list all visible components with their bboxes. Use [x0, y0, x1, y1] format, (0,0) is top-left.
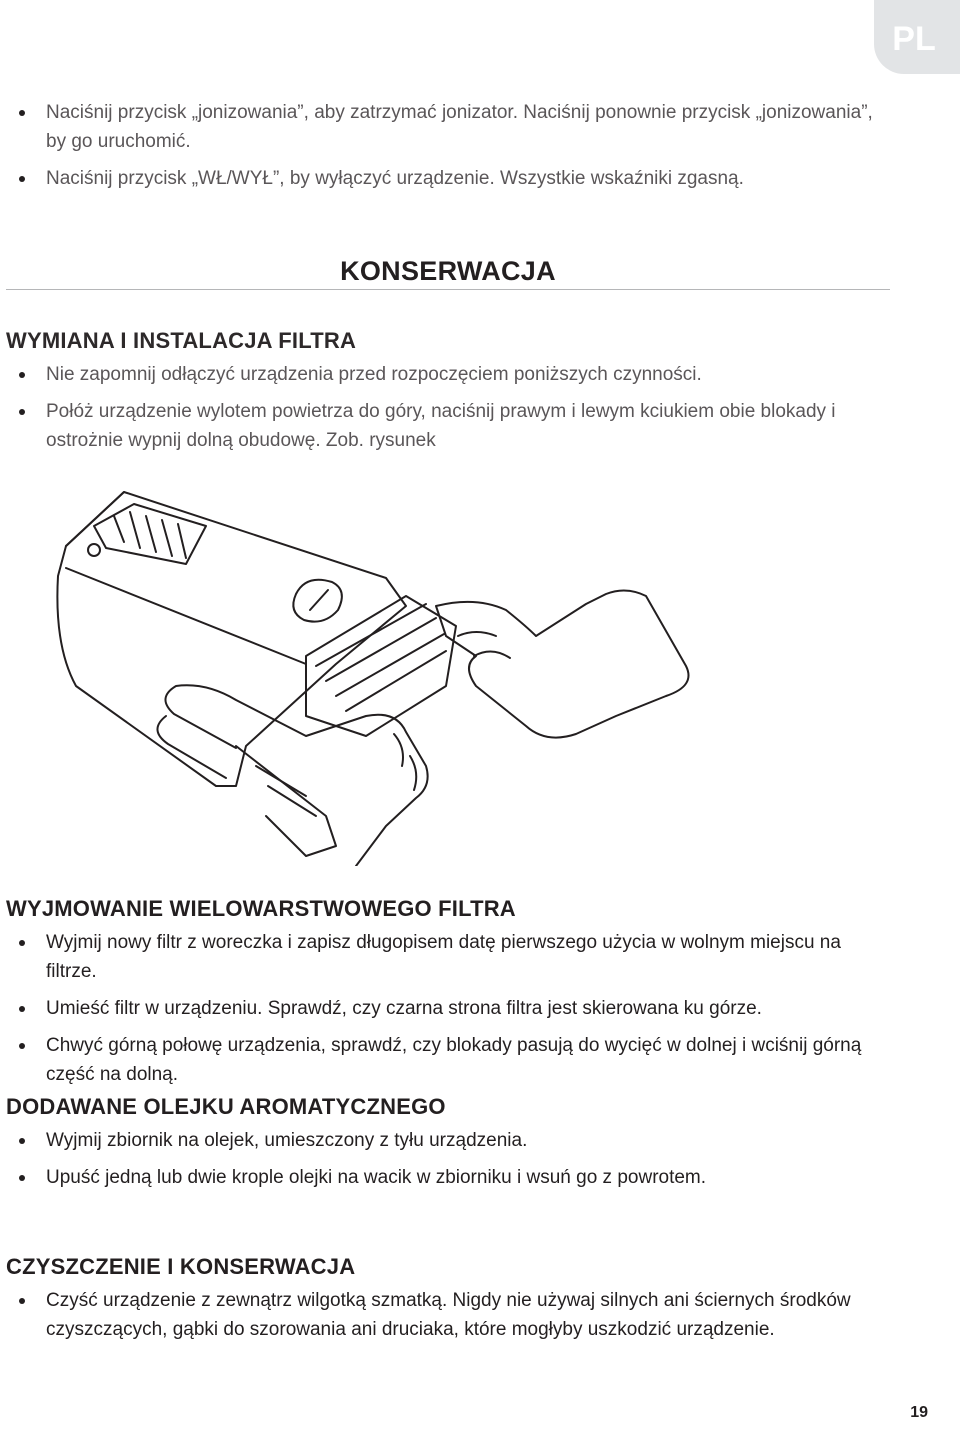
list-item: Naciśnij przycisk „WŁ/WYŁ”, by wyłączyć urządzenie. Wszystkie wskaźniki zgasną.: [6, 164, 896, 193]
oil-bullet-list: [6, 1126, 896, 1192]
main-heading: KONSERWACJA: [6, 256, 890, 290]
left-hand: [157, 685, 427, 866]
list-item: Naciśnij przycisk „jonizowania”, aby zatrzymać jonizator. Naciśnij ponownie przycisk „jonizowania”, by go uruchomić.: [6, 98, 896, 156]
section-title: DODAWANE OLEJKU AROMATYCZNEGO: [6, 1094, 446, 1119]
right-hand: [436, 590, 689, 737]
list-item: Upuść jedną lub dwie krople olejki na wacik w zbiorniku i wsuń go z powrotem.: [6, 1163, 896, 1192]
top-bullet-list: [6, 98, 896, 193]
multilayer-bullet-list: [6, 928, 896, 1089]
list-item: Chwyć górną połowę urządzenia, sprawdź, czy blokady pasują do wycięć w dolnej i wciśnij górną część na dolną.: [6, 1031, 896, 1089]
illustration-svg: [6, 486, 896, 866]
filter-section: [6, 328, 896, 463]
language-tab: PL: [874, 0, 960, 74]
aroma-oil-section: [6, 1094, 896, 1200]
list-item: Nie zapomnij odłączyć urządzenia przed rozpoczęciem poniższych czynności.: [6, 360, 896, 389]
list-item: Umieść filtr w urządzeniu. Sprawdź, czy czarna strona filtra jest skierowana ku górze.: [6, 994, 896, 1023]
cleaning-section: [6, 1254, 896, 1352]
page-number: 19: [910, 1404, 928, 1421]
indicator-circle: [88, 544, 100, 556]
section-title: CZYSZCZENIE I KONSERWACJA: [6, 1254, 356, 1279]
device-body: [57, 492, 406, 786]
filter-bullet-list: [6, 360, 896, 455]
list-item: Czyść urządzenie z zewnątrz wilgotką szmatką. Nigdy nie używaj silnych ani ściernych środków czyszczących, gąbki do szorowania ani druciaka, które mogłyby uszkodzić urządzenie.: [6, 1286, 896, 1344]
list-item: Wyjmij nowy filtr z woreczka i zapisz długopisem datę pierwszego użycia w wolnym miejscu na filtrze.: [6, 928, 896, 986]
list-item: Wyjmij zbiornik na olejek, umieszczony z tyłu urządzenia.: [6, 1126, 896, 1155]
section-title: WYMIANA I INSTALACJA FILTRA: [6, 328, 357, 353]
list-item: Połóż urządzenie wylotem powietrza do góry, naciśnij prawym i lewym kciukiem obie blokady i ostrożnie wypnij dolną obudowę. Zob. rysunek: [6, 397, 896, 455]
device-side-line: [66, 568, 306, 664]
top-instructions: [6, 98, 896, 201]
section-title: WYJMOWANIE WIELOWARSTWOWEGO FILTRA: [6, 896, 516, 921]
multilayer-filter-section: [6, 896, 896, 1097]
filter-removal-illustration: [6, 486, 896, 866]
cleaning-bullet-list: [6, 1286, 896, 1344]
